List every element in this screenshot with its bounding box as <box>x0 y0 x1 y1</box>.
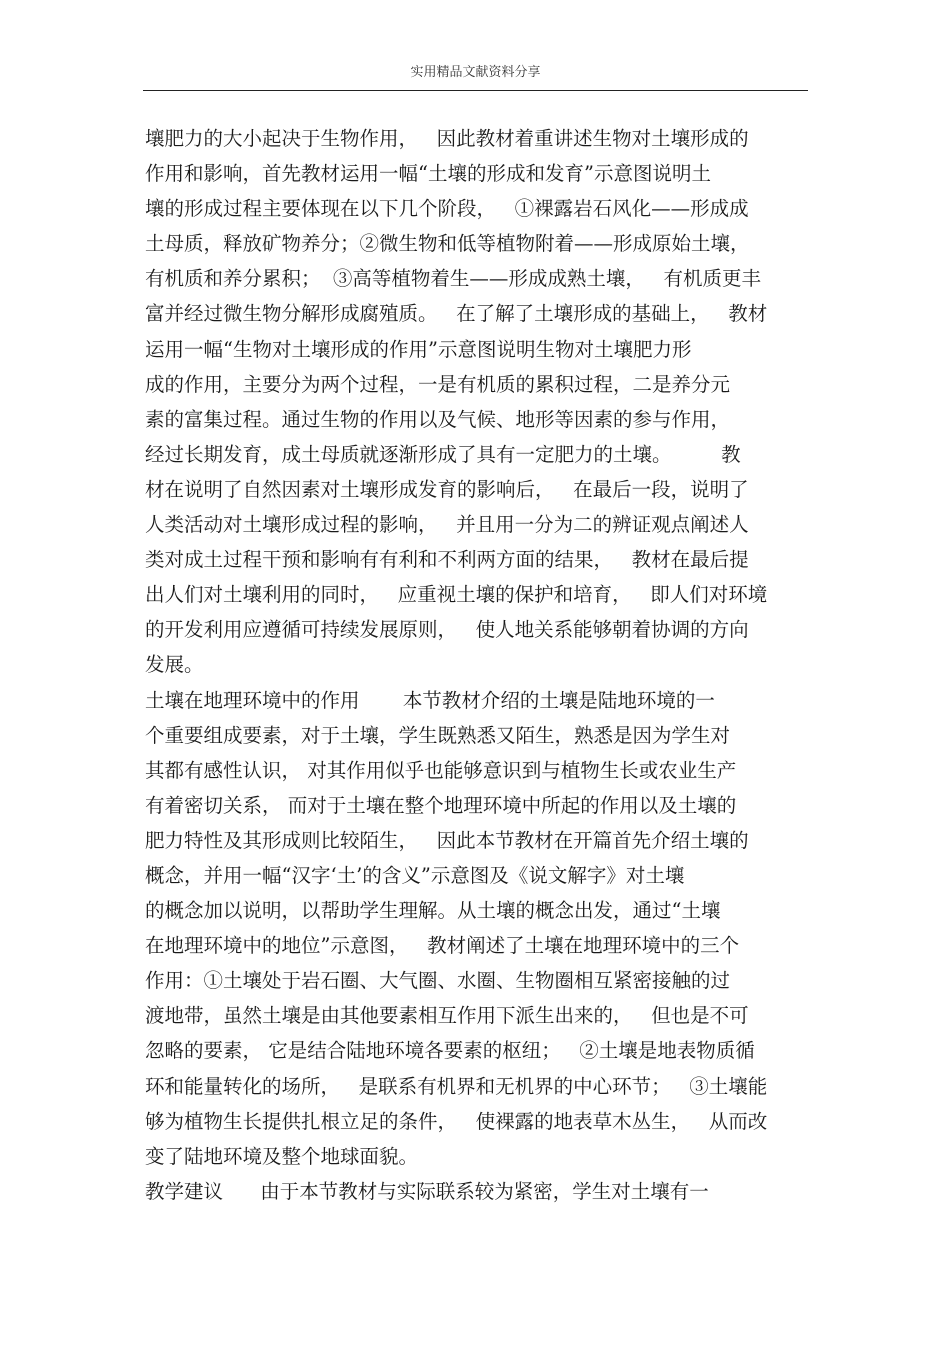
text-line: 有着密切关系， 而对于土壤在整个地理环境中所起的作用以及土壤的 <box>145 793 737 817</box>
text-line: 人类活动对土壤形成过程的影响， 并且用一分为二的辨证观点阐述人 <box>145 513 749 537</box>
text-line: 土壤在地理环境中的作用 本节教材介绍的土壤是陆地环境的一 <box>145 688 715 712</box>
text-line: 土母质，释放矿物养分；②微生物和低等植物附着——形成原始土壤， <box>145 232 750 256</box>
text-line: 环和能量转化的场所， 是联系有机界和无机界的中心环节； ③土壤能 <box>145 1074 768 1098</box>
text-line: 个重要组成要素，对于土壤，学生既熟悉又陌生，熟悉是因为学生对 <box>145 723 731 747</box>
text-line: 的概念加以说明，以帮助学生理解。从土壤的概念出发，通过“土壤 <box>145 899 721 923</box>
text-line: 忽略的要素， 它是结合陆地环境各要素的枢纽； ②土壤是地表物质循 <box>145 1039 755 1063</box>
text-line: 富并经过微生物分解形成腐殖质。 在了解了土壤形成的基础上， 教材 <box>145 302 768 326</box>
text-line: 在地理环境中的地位”示意图， 教材阐述了土壤在地理环境中的三个 <box>145 934 740 958</box>
text-line: 出人们对土壤利用的同时， 应重视土壤的保护和培育， 即人们对环境 <box>145 583 768 607</box>
text-line: 类对成土过程干预和影响有有利和不利两方面的结果， 教材在最后提 <box>145 548 749 572</box>
body-text <box>145 121 810 1209</box>
text-line: 材在说明了自然因素对土壤形成发育的影响后， 在最后一段，说明了 <box>145 477 749 501</box>
text-line: 素的富集过程。通过生物的作用以及气候、地形等因素的参与作用， <box>145 407 731 431</box>
text-line: 作用和影响，首先教材运用一幅“土壤的形成和发育”示意图说明土 <box>145 162 711 186</box>
text-line: 肥力特性及其形成则比较陌生， 因此本节教材在开篇首先介绍土壤的 <box>145 828 749 852</box>
text-line: 壤的形成过程主要体现在以下几个阶段， ①裸露岩石风化——形成成 <box>145 197 749 221</box>
text-line: 够为植物生长提供扎根立足的条件， 使裸露的地表草木丛生， 从而改 <box>145 1109 768 1133</box>
text-line: 壤肥力的大小起决于生物作用， 因此教材着重讲述生物对土壤形成的 <box>145 127 749 150</box>
text-line: 概念，并用一幅“汉字‘土’的含义”示意图及《说文解字》对土壤 <box>145 863 685 887</box>
text-line: 其都有感性认识， 对其作用似乎也能够意识到与植物生长或农业生产 <box>145 758 737 782</box>
text-line: 作用：①土壤处于岩石圈、大气圈、水圈、生物圈相互紧密接触的过 <box>145 969 731 993</box>
text-line: 渡地带，虽然土壤是由其他要素相互作用下派生出来的， 但也是不可 <box>145 1004 749 1028</box>
text-line: 经过长期发育，成土母质就逐渐形成了具有一定肥力的土壤。 教 <box>145 442 741 466</box>
text-line: 变了陆地环境及整个地球面貌。 <box>145 1144 419 1168</box>
text-line: 的开发利用应遵循可持续发展原则， 使人地关系能够朝着协调的方向 <box>145 618 749 642</box>
page-header: 实用精品文献资料分享 <box>410 65 541 80</box>
header-divider <box>143 90 808 91</box>
text-line: 成的作用，主要分为两个过程，一是有机质的累积过程，二是养分元 <box>145 372 731 396</box>
text-line: 发展。 <box>145 653 204 677</box>
text-line: 有机质和养分累积； ③高等植物着生——形成成熟土壤， 有机质更丰 <box>145 267 761 291</box>
text-line: 运用一幅“生物对土壤形成的作用”示意图说明生物对土壤肥力形 <box>145 337 692 361</box>
text-line: 教学建议 由于本节教材与实际联系较为紧密，学生对土壤有一 <box>145 1179 709 1203</box>
